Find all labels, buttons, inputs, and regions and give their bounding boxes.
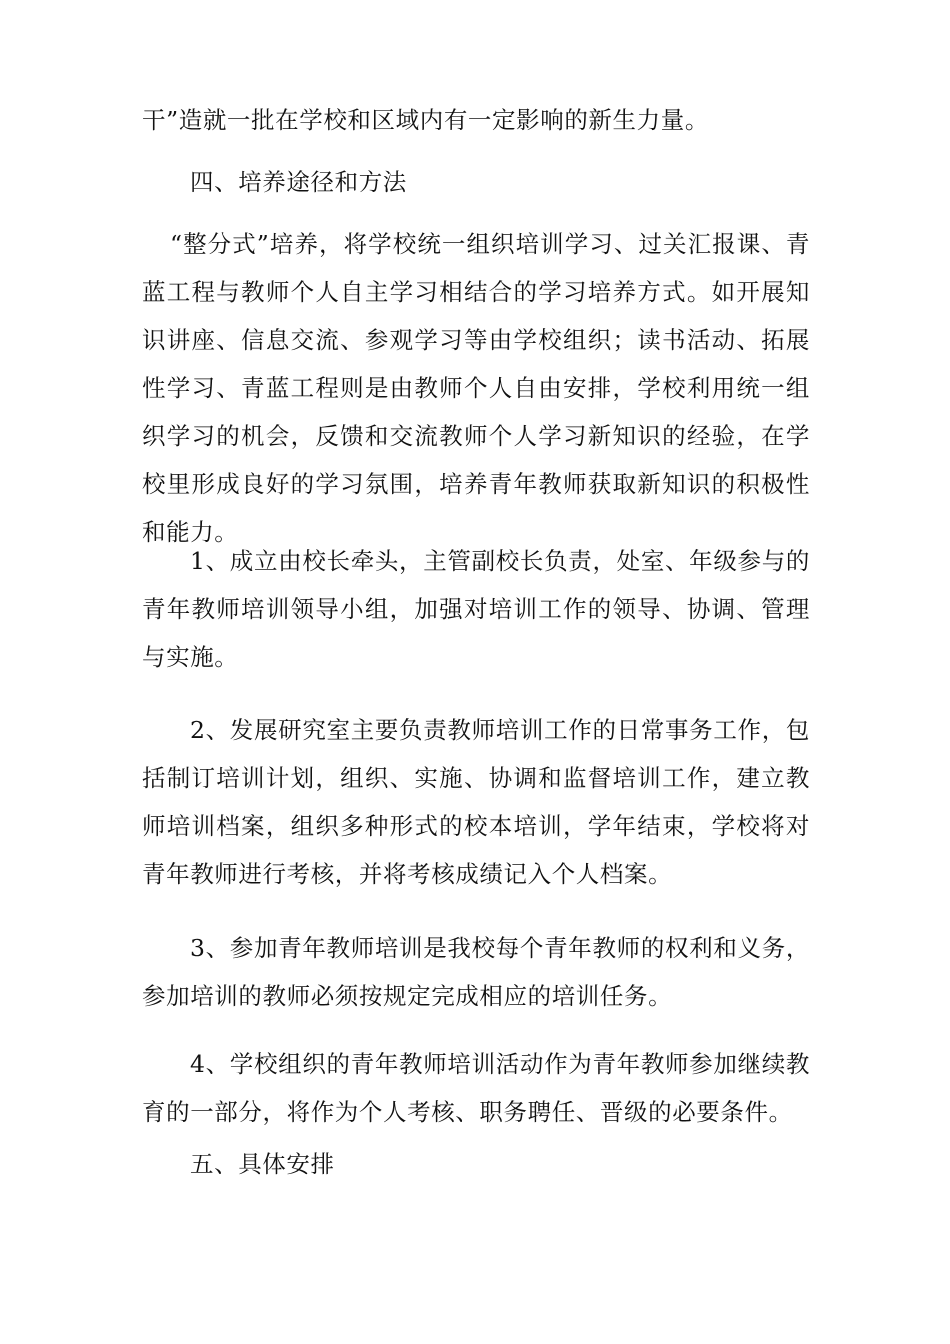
paragraph-training-mode: “整分式”培养，将学校统一组织培训学习、过关汇报课、青蓝工程与教师个人自主学习相结合的学习培养方式。如开展知识讲座、信息交流、参观学习等由学校组织；读书活动、拓展性学习、青蓝工程则是由教师个人自由安排，学校利用统一组织学习的机会，反馈和交流教师个人学习新知识的经验，在学校里形成良好的学习氛围，培养青年教师获取新知识的积极性和能力。: [142, 230, 810, 546]
paragraph-item-4: 4、学校组织的青年教师培训活动作为青年教师参加继续教育的一部分，将作为个人考核、职务聘任、晋级的必要条件。: [142, 1050, 810, 1126]
section-heading-5: 五、具体安排: [190, 1150, 335, 1178]
paragraph-item-1: 1、成立由校长牵头，主管副校长负责，处室、年级参与的青年教师培训领导小组，加强对培训工作的领导、协调、管理与实施。: [142, 547, 810, 671]
paragraph-item-3: 3、参加青年教师培训是我校每个青年教师的权利和义务，参加培训的教师必须按规定完成相应的培训任务。: [142, 934, 810, 1010]
section-heading-4: 四、培养途径和方法: [190, 168, 407, 196]
paragraph-item-2: 2、发展研究室主要负责教师培训工作的日常事务工作，包括制订培训计划，组织、实施、协调和监督培训工作，建立教师培训档案，组织多种形式的校本培训，学年结束，学校将对青年教师进行考核，并将考核成绩记入个人档案。: [142, 716, 810, 888]
paragraph-continuation: 干”造就一批在学校和区域内有一定影响的新生力量。: [142, 106, 709, 134]
